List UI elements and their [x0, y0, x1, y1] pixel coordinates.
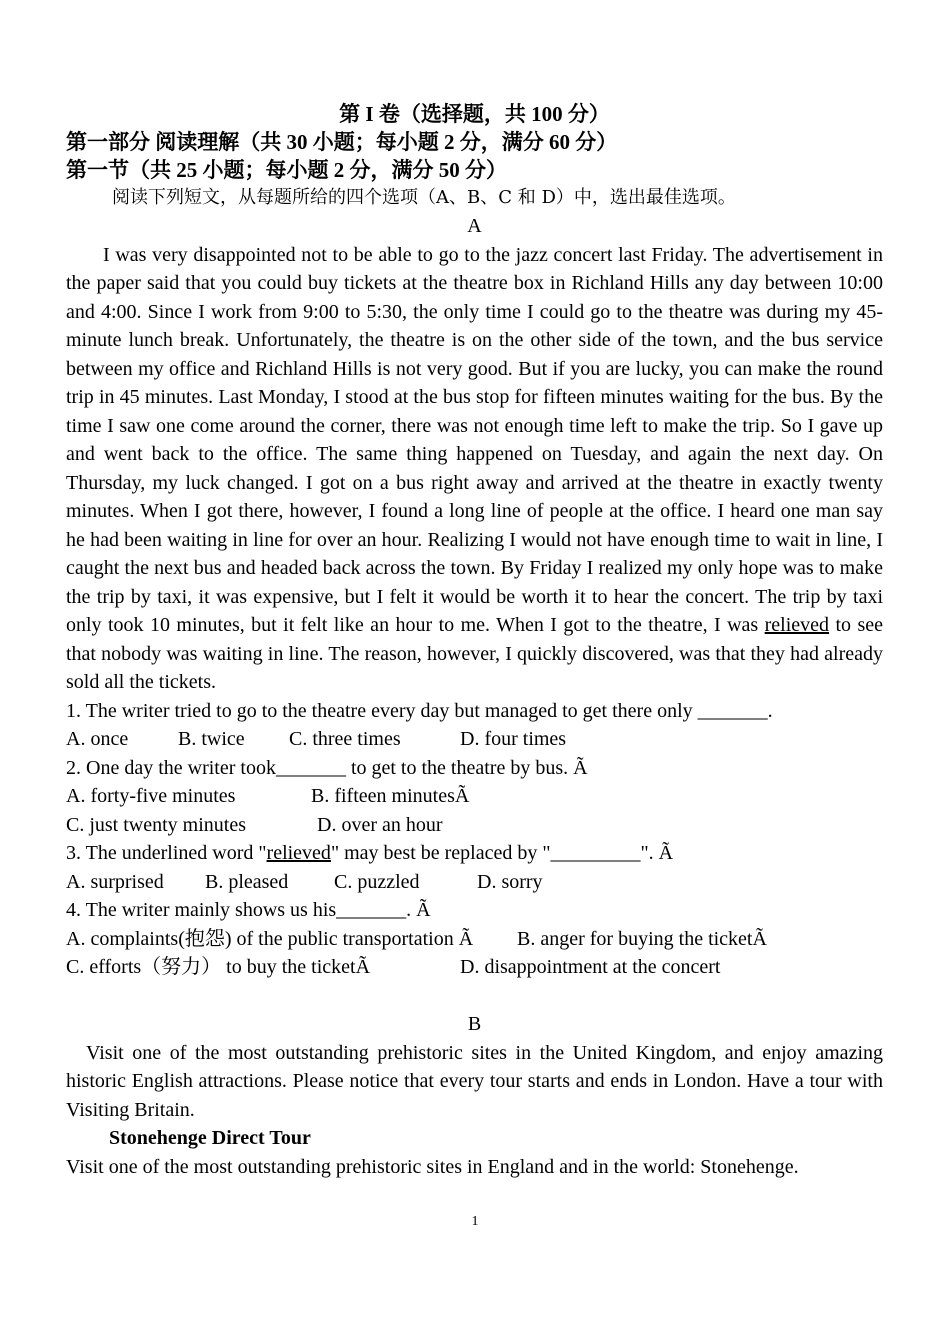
q3-option-b: B. pleased [205, 870, 289, 893]
underlined-word: relieved [764, 614, 830, 636]
section-heading: 第一节（共 25 小题；每小题 2 分，满分 50 分） [66, 158, 507, 182]
question-4-options-ab [66, 925, 883, 954]
page-number: 1 [471, 1214, 479, 1229]
passage-a-text-1: I was very disappointed not to be able to go to the jazz concert last Friday. The advertisement in the paper said that you could buy tickets at the theatre box in Richland Hills any day between 10:00 and 4:00. Since I work from 9:00 to 5:30, the only time I could go to the theatre was during my 45-minute lunch break. Unfortunately, the theatre is on the other side of the town, and the bus service between my office and Richland Hills is not very good. But if you are lucky, you can make the round trip in 45 minutes. Last Monday, I stood at the bus stop for fifteen minutes waiting for the bus. By the time I saw one come around the corner, there was not enough time left to make the trip. So I gave up and went back to the office. The same thing happened on Tuesday, and again the next day. On Thursday, my luck changed. I got on a bus right away and arrived at the theatre in exactly twenty minutes. When I got there, however, I found a long line of people at the office. I heard one man say he had been waiting in line for over an hour. Realizing I would not have enough time to wait in line, I caught the next bus and headed back across the town. By Friday I realized my only hope was to make the trip by taxi, it was expensive, but I felt it would be worth it to hear the concert. The trip by taxi only took 10 minutes, but it felt like an hour to me. When I got to the theatre, I was [66, 243, 883, 636]
q3-underlined-word: relieved [266, 842, 331, 864]
spacer [66, 982, 883, 1011]
passage-b-letter: B [467, 1013, 482, 1035]
q3-option-a: A. surprised [66, 870, 164, 893]
q2-option-d: D. over an hour [317, 813, 443, 836]
q2-option-c: C. just twenty minutes [66, 813, 246, 836]
q1-option-c: C. three times [289, 728, 401, 750]
tour-description: Visit one of the most outstanding prehistoric sites in England and in the world: Stonehenge. [66, 1155, 799, 1178]
q4-option-c: C. efforts（努力） to buy the ticketÃ [66, 956, 371, 978]
question-3-options [66, 868, 883, 897]
question-3-stem [66, 839, 883, 868]
q4-option-a: A. complaints(抱怨) of the public transportation Ã [66, 927, 474, 950]
q1-option-b: B. twice [178, 728, 245, 750]
question-1-options [66, 725, 883, 754]
q4-option-d: D. disappointment at the concert [460, 956, 721, 978]
part-heading: 第一部分 阅读理解（共 30 小题；每小题 2 分，满分 60 分） [66, 130, 618, 154]
passage-a-text-2: to see that nobody was waiting in line. The reason, however, I quickly discovered, was that they had already sold all the tickets. [66, 614, 883, 693]
question-4-options-cd [66, 953, 883, 982]
q4-option-b: B. anger for buying the ticketÃ [517, 927, 767, 950]
tour-title: Stonehenge Direct Tour [109, 1127, 311, 1149]
q1-option-a: A. once [66, 728, 129, 750]
question-2-options-ab [66, 782, 883, 811]
document-page [66, 100, 883, 1181]
q2-option-b: B. fifteen minutesÃ [311, 785, 470, 807]
q2-option-a: A. forty-five minutes [66, 785, 236, 807]
q3-stem-text-1: 3. The underlined word " [66, 842, 267, 864]
question-2-stem: 2. One day the writer took_______ to get to the theatre by bus. Ã [66, 756, 588, 779]
q3-option-d: D. sorry [477, 870, 543, 893]
instruction-text: 阅读下列短文，从每题所给的四个选项（A、B、C 和 D）中，选出最佳选项。 [112, 187, 736, 208]
volume-heading: 第 I 卷（选择题，共 100 分） [339, 102, 610, 126]
question-2-options-cd [66, 811, 883, 840]
passage-a-body [66, 241, 883, 697]
q1-option-d: D. four times [460, 728, 567, 750]
passage-b-intro: Visit one of the most outstanding prehistoric sites in the United Kingdom, and enjoy amazing historic English attractions. Please notice that every tour starts and ends in London. Have a tour with Visiting Britain. [66, 1041, 883, 1121]
q3-stem-text-2: " may best be replaced by "_________". Ã [330, 842, 674, 864]
passage-a-letter: A [467, 215, 482, 237]
q3-option-c: C. puzzled [334, 870, 420, 893]
question-1-stem: 1. The writer tried to go to the theatre every day but managed to get there only _______. [66, 699, 773, 722]
question-4-stem: 4. The writer mainly shows us his_______. Ã [66, 899, 431, 921]
